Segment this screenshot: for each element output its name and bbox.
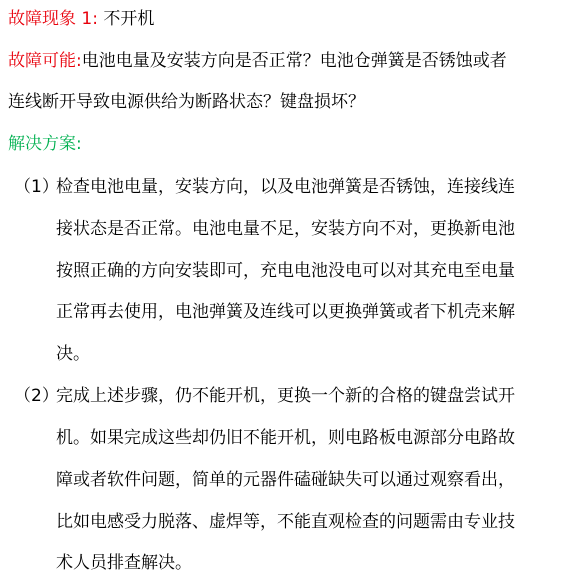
symptom-text: 不开机 <box>103 9 155 29</box>
possible-cause-line-1 <box>8 50 507 72</box>
symptom-line <box>8 8 154 30</box>
solution-item-1-line: 按照正确的方向安装即可，充电电池没电可以对其充电至电量 <box>56 261 515 281</box>
solution-item-2-line: 完成上述步骤，仍不能开机，更换一个新的合格的键盘尝试开 <box>56 386 515 406</box>
possible-cause-text-2: 连线断开导致电源供给为断路状态？键盘损坏？ <box>8 92 365 112</box>
possible-cause-line-2 <box>8 91 365 113</box>
solution-item-1-number: （1） <box>14 177 59 197</box>
solution-label: 解决方案: <box>8 134 82 154</box>
solution-item-1-line: 正常再去使用，电池弹簧及连线可以更换弹簧或者下机壳来解 <box>56 302 515 322</box>
solution-item-2-line: 比如电感受力脱落、虚焊等，不能直观检查的问题需由专业技 <box>56 512 515 532</box>
symptom-label: 故障现象 1: <box>8 9 98 29</box>
possible-cause-label: 故障可能: <box>8 51 82 71</box>
solution-item-2-number: （2） <box>14 386 59 406</box>
solution-item-1-line: 决。 <box>56 344 90 364</box>
possible-cause-text-1: 电池电量及安装方向是否正常？电池仓弹簧是否锈蚀或者 <box>81 51 507 71</box>
solution-item-2-line: 障或者软件问题，简单的元器件磕碰缺失可以通过观察看出， <box>56 470 515 490</box>
solution-item-2-line: 术人员排查解决。 <box>56 553 192 573</box>
solution-item-1-line: 接状态是否正常。电池电量不足，安装方向不对，更换新电池 <box>56 219 515 239</box>
solution-item-1-line: 检查电池电量，安装方向，以及电池弹簧是否锈蚀，连接线连 <box>56 177 515 197</box>
solution-item-2-line: 机。如果完成这些却仍旧不能开机，则电路板电源部分电路故 <box>56 428 515 448</box>
